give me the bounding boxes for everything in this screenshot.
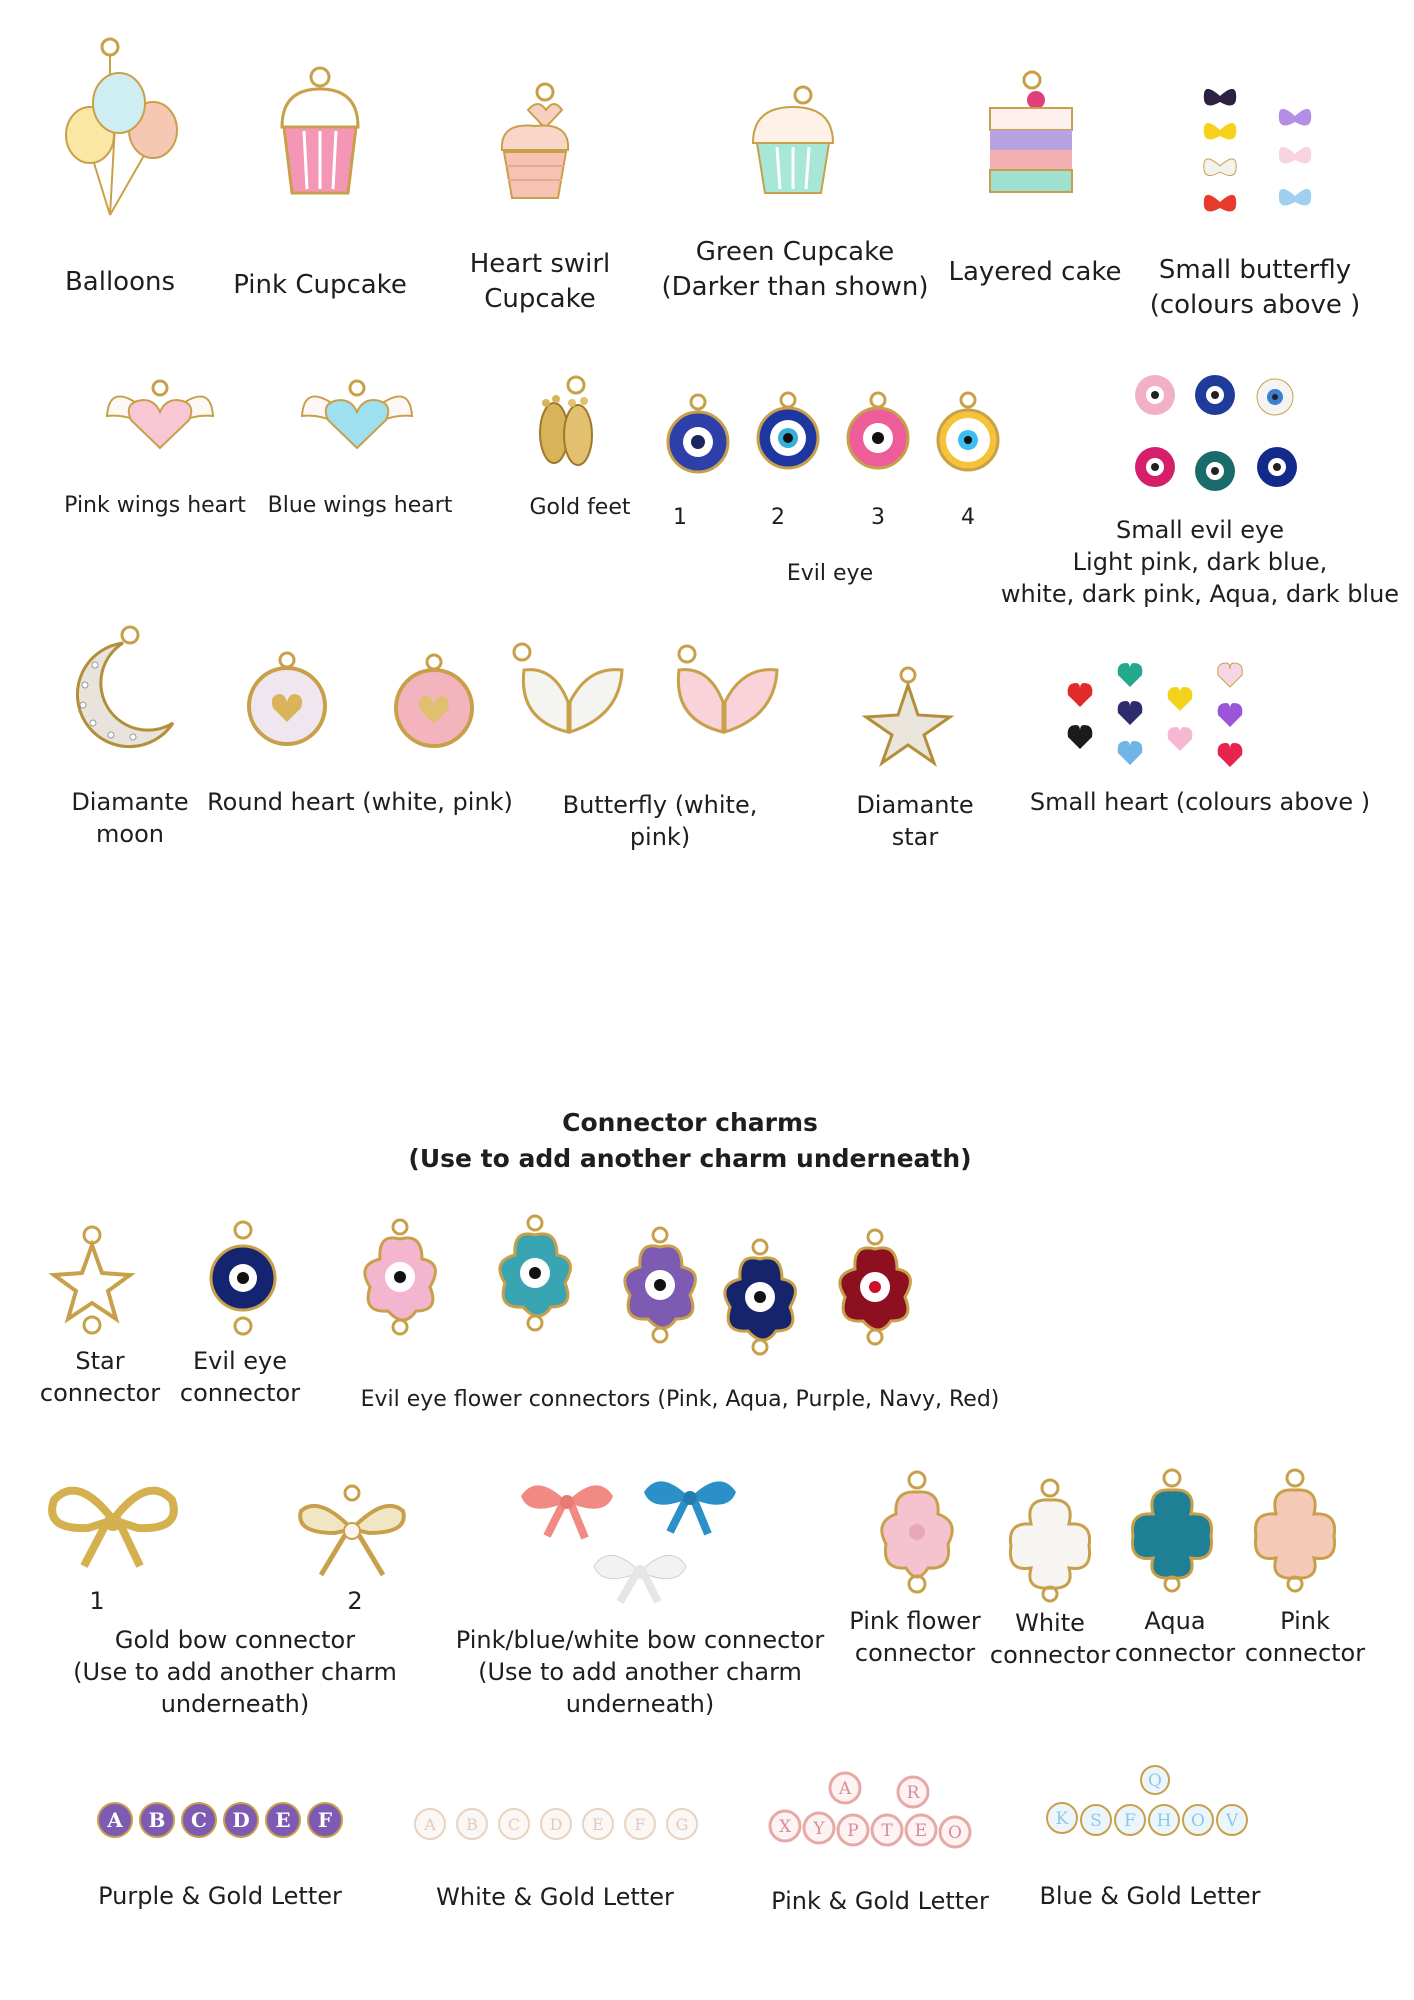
evil-eye-connector-label: Evil eye connector: [179, 1347, 301, 1407]
pink-butterfly-image: [665, 640, 785, 750]
pink-cupcake-label: Pink Cupcake: [233, 270, 407, 300]
purple-letter-e: E: [275, 1808, 291, 1832]
blue-wings-heart-image: [300, 380, 415, 455]
round-heart-label: Round heart (white, pink): [207, 788, 513, 816]
blue-gold-letter-label: Blue & Gold Letter: [1039, 1882, 1261, 1910]
evil-eye-number-2: 2: [771, 505, 785, 530]
star-connector-image: [50, 1225, 135, 1340]
white-letter-g: G: [675, 1815, 689, 1834]
purple-gold-letters-image: [95, 1795, 345, 1845]
evil-eye-number-1: 1: [673, 505, 687, 530]
layered-cake-image: [980, 70, 1080, 200]
pink-blue-white-bow-connectors-image: [515, 1460, 745, 1610]
star-connector-label: Star connector: [39, 1347, 161, 1407]
small-evil-eye-label: Small evil eye Light pink, dark blue, white, dark pink, Aqua, dark blue: [1000, 516, 1400, 608]
pink-connector-label: Pink connector: [1244, 1607, 1366, 1667]
pink-flower-connector-image: [870, 1470, 965, 1595]
aqua-connector-image: [1125, 1468, 1220, 1593]
diamante-moon-label: Diamante moon: [71, 788, 189, 848]
blue-wings-heart-label: Blue wings heart: [267, 493, 453, 518]
pink-blue-white-bow-connector-label: Pink/blue/white bow connector (Use to add another charm underneath): [455, 1626, 825, 1718]
connector-charms-heading: Connector charms (Use to add another charm underneath): [408, 1108, 972, 1173]
pink-wings-heart-label: Pink wings heart: [64, 493, 246, 518]
small-hearts-image: [1055, 655, 1255, 770]
pink-flower-connector-label: Pink flower connector: [849, 1607, 981, 1667]
purple-letter-c: C: [191, 1808, 207, 1832]
evil-eye-number-3: 3: [871, 505, 885, 530]
white-letter-a: A: [424, 1815, 436, 1834]
small-butterflies-image: [1195, 78, 1325, 223]
white-round-heart-image: [245, 650, 330, 750]
diamante-moon-image: [65, 625, 185, 750]
white-connector-image: [1005, 1478, 1095, 1603]
purple-gold-letter-label: Purple & Gold Letter: [98, 1882, 342, 1910]
diamante-star-label: Diamante star: [856, 791, 974, 851]
purple-letter-a: A: [107, 1808, 123, 1832]
pink-letter-p: P: [847, 1821, 859, 1841]
gold-bow-connector-1-image: [48, 1480, 178, 1570]
heart-swirl-cupcake-label: Heart swirl Cupcake: [469, 249, 611, 314]
small-evil-eyes-image: [1125, 365, 1315, 500]
pink-wings-heart-image: [105, 380, 215, 455]
evil-eye-flower-connectors-image: [355, 1215, 935, 1350]
white-gold-letters-image: [410, 1800, 710, 1850]
pink-gold-letters-image: [765, 1760, 995, 1860]
white-connector-label: White connector: [989, 1609, 1111, 1669]
pink-letter-o: O: [948, 1823, 962, 1843]
blue-letter-v: V: [1225, 1811, 1239, 1831]
blue-letter-f: F: [1124, 1811, 1136, 1831]
purple-letter-d: D: [232, 1808, 250, 1832]
pink-cupcake-image: [270, 65, 370, 200]
pink-letter-a: A: [838, 1779, 852, 1799]
pink-connector-image: [1248, 1468, 1343, 1593]
gold-feet-image: [528, 375, 603, 470]
small-butterfly-label: Small butterfly (colours above ): [1149, 255, 1361, 320]
blue-letter-s: S: [1090, 1811, 1102, 1831]
purple-letter-b: B: [148, 1808, 166, 1832]
white-butterfly-image: [510, 640, 630, 750]
pink-letter-y: Y: [813, 1819, 825, 1839]
pink-letter-r: R: [906, 1783, 920, 1803]
evil-eye-connector-image: [205, 1220, 280, 1340]
gold-bow-number-1: 1: [89, 1587, 105, 1615]
aqua-connector-label: Aqua connector: [1114, 1607, 1236, 1667]
evil-eye-charms-image: [660, 390, 1010, 480]
gold-bow-connector-label: Gold bow connector (Use to add another charm underneath): [73, 1626, 397, 1718]
white-letter-e: E: [592, 1815, 604, 1834]
blue-letter-h: H: [1156, 1811, 1172, 1831]
white-gold-letter-label: White & Gold Letter: [436, 1883, 674, 1911]
pink-round-heart-image: [392, 652, 477, 752]
butterfly-label: Butterfly (white, pink): [562, 791, 758, 851]
blue-letter-q: Q: [1148, 1771, 1162, 1791]
evil-eye-label: Evil eye: [786, 561, 874, 586]
balloons-label: Balloons: [64, 267, 176, 297]
layered-cake-label: Layered cake: [948, 257, 1122, 287]
heart-swirl-cupcake-image: [490, 80, 580, 205]
blue-letter-o: O: [1191, 1811, 1205, 1831]
pink-letter-x: X: [778, 1817, 792, 1837]
purple-letter-f: F: [317, 1808, 333, 1832]
white-letter-c: C: [507, 1815, 521, 1834]
small-heart-label: Small heart (colours above ): [1029, 788, 1371, 816]
green-cupcake-label: Green Cupcake (Darker than shown): [661, 237, 929, 302]
pink-letter-e: E: [914, 1821, 928, 1841]
white-letter-b: B: [466, 1815, 478, 1834]
balloons-charm-image: [55, 35, 190, 235]
white-letter-d: D: [549, 1815, 563, 1834]
diamante-star-image: [860, 665, 955, 765]
gold-bow-number-2: 2: [347, 1587, 363, 1615]
pink-letter-t: T: [881, 1821, 893, 1841]
evil-eye-number-4: 4: [961, 505, 975, 530]
blue-gold-letters-image: [1040, 1760, 1270, 1850]
pink-gold-letter-label: Pink & Gold Letter: [771, 1887, 989, 1915]
green-cupcake-image: [745, 85, 840, 200]
gold-feet-label: Gold feet: [529, 495, 631, 520]
gold-bow-connector-2-image: [295, 1485, 410, 1580]
evil-eye-flower-connectors-label: Evil eye flower connectors (Pink, Aqua, Purple, Navy, Red): [360, 1387, 1000, 1412]
blue-letter-k: K: [1055, 1809, 1069, 1829]
white-letter-f: F: [634, 1815, 646, 1834]
